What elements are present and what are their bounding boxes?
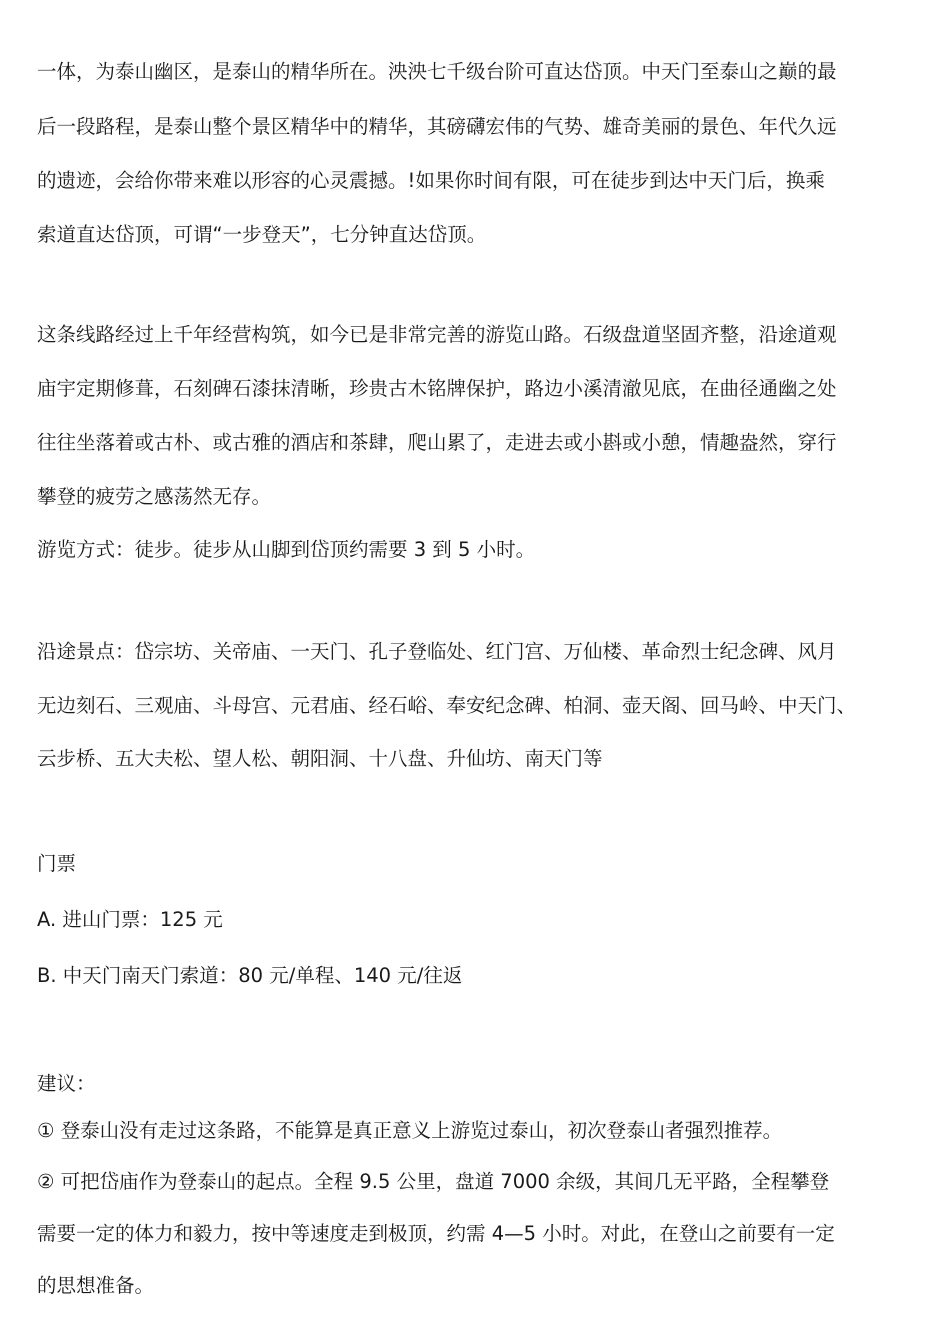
tickets-heading: 门票 [37, 852, 77, 875]
paragraph-1-line: 一体，为泰山幽区，是泰山的精华所在。泱泱七千级台阶可直达岱顶。中天门至泰山之巅的最 [37, 60, 837, 83]
attractions-line: 云步桥、五大夫松、望人松、朝阳洞、十八盘、升仙坊、南天门等 [37, 747, 603, 770]
ticket-item-b: B. 中天门南天门索道：80 元/单程、140 元/往返 [37, 964, 463, 987]
paragraph-2-line: 庙宇定期修葺，石刻碑石漆抹清晰，珍贵古木铭牌保护，路边小溪清澈见底，在曲径通幽之处 [37, 377, 837, 400]
paragraph-1-line: 索道直达岱顶，可谓“一步登天”，七分钟直达岱顶。 [37, 223, 487, 246]
paragraph-2-line: 这条线路经过上千年经营构筑，如今已是非常完善的游览山路。石级盘道坚固齐整，沿途道观 [37, 323, 837, 346]
paragraph-1-line: 的遗迹，会给你带来难以形容的心灵震撼。!如果你时间有限，可在徒步到达中天门后，换乘 [37, 169, 825, 192]
paragraph-2-line: 攀登的疲劳之感荡然无存。 [37, 485, 272, 508]
suggestion-item-1: ① 登泰山没有走过这条路，不能算是真正意义上游览过泰山，初次登泰山者强烈推荐。 [37, 1119, 783, 1142]
suggestions-heading: 建议： [37, 1072, 96, 1095]
ticket-item-a: A. 进山门票：125 元 [37, 908, 223, 931]
suggestion-item-2-line: 需要一定的体力和毅力，按中等速度走到极顶，约需 4—5 小时。对此，在登山之前要有一定 [37, 1222, 835, 1245]
attractions-line: 沿途景点：岱宗坊、关帝庙、一天门、孔子登临处、红门宫、万仙楼、革命烈士纪念碑、风月 [37, 640, 837, 663]
paragraph-1-line: 后一段路程，是泰山整个景区精华中的精华，其磅礴宏伟的气势、雄奇美丽的景色、年代久远 [37, 115, 837, 138]
tour-mode-text: 游览方式：徒步。徒步从山脚到岱顶约需要 3 到 5 小时。 [37, 538, 536, 561]
suggestion-item-2-line: 的思想准备。 [37, 1274, 155, 1297]
attractions-line: 无边刻石、三观庙、斗母宫、元君庙、经石峪、奉安纪念碑、柏洞、壶天阁、回马岭、中天门、 [37, 694, 857, 717]
paragraph-2-line: 往往坐落着或古朴、或古雅的酒店和茶肆，爬山累了，走进去或小斟或小憩，情趣盎然，穿行 [37, 431, 837, 454]
suggestion-item-2-line: ② 可把岱庙作为登泰山的起点。全程 9.5 公里，盘道 7000 余级，其间几无平路，全程攀登 [37, 1170, 830, 1193]
